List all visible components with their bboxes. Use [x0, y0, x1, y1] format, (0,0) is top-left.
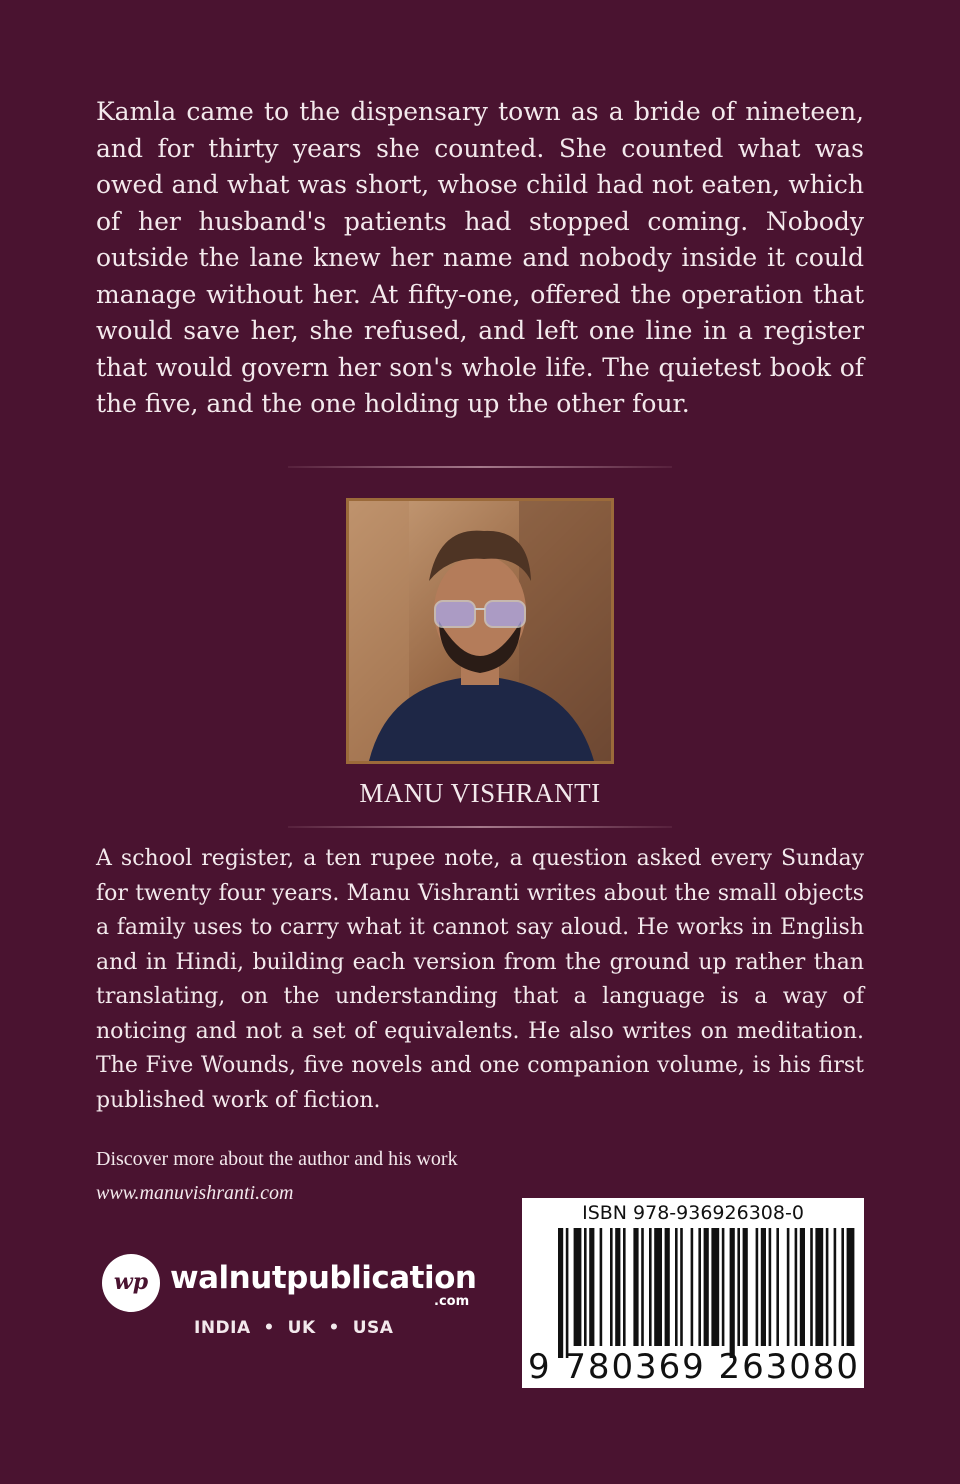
barcode-bar	[574, 1228, 582, 1346]
barcode-bar	[787, 1228, 790, 1346]
barcode-bar	[623, 1228, 626, 1346]
barcode-bar	[610, 1228, 613, 1346]
barcode-bars	[522, 1198, 864, 1388]
publisher-name: walnutpublication	[170, 1260, 477, 1296]
publisher-logo	[102, 1254, 482, 1314]
barcode-bar	[615, 1228, 620, 1346]
discover-text: Discover more about the author and his work	[96, 1148, 458, 1170]
barcode-bar	[800, 1228, 805, 1346]
author-portrait-illustration	[349, 501, 611, 761]
divider-bottom	[288, 826, 672, 828]
barcode-bar	[769, 1228, 772, 1346]
author-photo	[346, 498, 614, 764]
isbn-label: ISBN 978-936926308-0	[582, 1202, 804, 1224]
barcode-bar	[691, 1228, 694, 1346]
author-website-link[interactable]: www.manuvishranti.com	[96, 1182, 294, 1204]
isbn-barcode	[522, 1198, 864, 1388]
barcode-bar	[633, 1228, 638, 1346]
barcode-bar	[665, 1228, 670, 1346]
barcode-bar	[566, 1228, 569, 1358]
barcode-bar	[649, 1228, 652, 1346]
barcode-bar	[810, 1228, 813, 1346]
barcode-bar	[584, 1228, 587, 1346]
publisher-regions: INDIA • UK • USA	[194, 1318, 394, 1338]
barcode-bar	[711, 1228, 719, 1346]
book-blurb: Kamla came to the dispensary town as a bride of nineteen, and for thirty years she counted. She counted what was owed and what was short, whose child had not eaten, which of her husband's patients had stopped coming. Nobody outside the lane knew her name and nobody inside it could manage without her. At fifty-one, offered the operation that would save her, she refused, and left one line in a register that would govern her son's whole life. The quietest book of the five, and the one holding up the other four.	[96, 97, 864, 418]
barcode-bar	[795, 1228, 798, 1346]
barcode-bar	[600, 1228, 603, 1346]
barcode-bar	[756, 1228, 759, 1346]
barcode-bar	[776, 1228, 779, 1346]
barcode-bar	[826, 1228, 829, 1346]
publisher-mark-icon: wp	[113, 1269, 149, 1295]
barcode-bar	[704, 1228, 709, 1346]
divider-top	[288, 466, 672, 468]
barcode-bar	[698, 1228, 701, 1346]
barcode-bar	[834, 1228, 837, 1346]
barcode-bar	[761, 1228, 766, 1346]
barcode-bar	[641, 1228, 644, 1346]
barcode-bar	[841, 1228, 844, 1346]
author-name: MANU VISHRANTI	[359, 778, 601, 808]
barcode-bar	[815, 1228, 823, 1346]
barcode-bar	[730, 1228, 735, 1358]
barcode-bar	[722, 1228, 725, 1346]
barcode-bar	[675, 1228, 678, 1346]
barcode-bar	[737, 1228, 740, 1346]
publisher-domain-suffix: .com	[434, 1294, 470, 1309]
barcode-bar	[558, 1228, 563, 1358]
barcode-bar	[743, 1228, 748, 1346]
barcode-bar	[680, 1228, 683, 1346]
barcode-digits: 9 780369 263080	[528, 1347, 858, 1387]
barcode-bar	[847, 1228, 855, 1346]
author-bio: A school register, a ten rupee note, a question asked every Sunday for twenty four years. Manu Vishranti writes about the small objects a family uses to carry what it cannot say aloud. He works in English and in Hindi, building each version from the ground up rather than translating, on the understanding that a language is a way of noticing and not a set of equivalents. He also writes on meditation. The Five Wounds, five novels and one companion volume, is his first published work of fiction.	[96, 846, 864, 1113]
barcode-bar	[589, 1228, 594, 1346]
barcode-bar	[654, 1228, 662, 1346]
